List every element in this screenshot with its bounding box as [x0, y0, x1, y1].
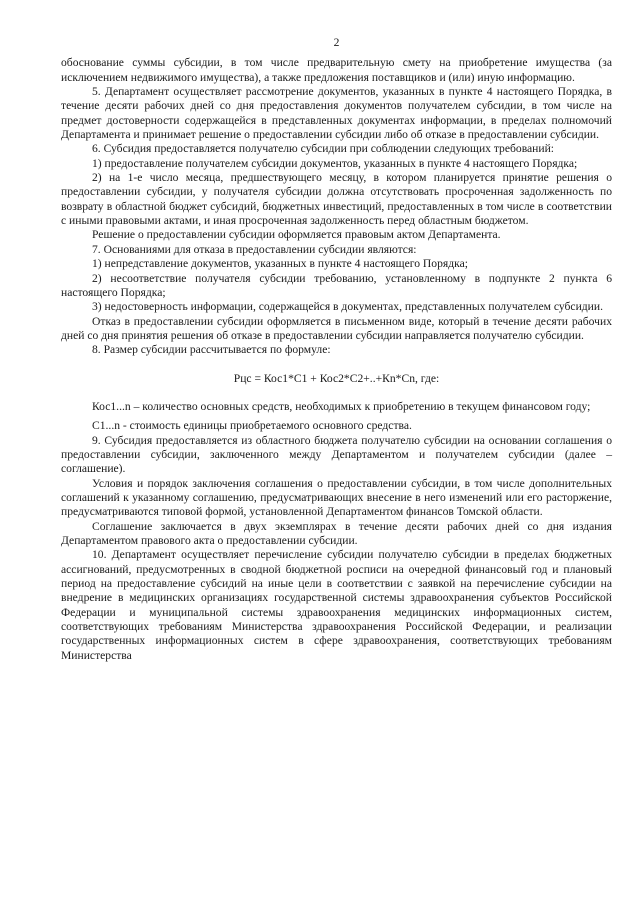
- paragraph-item-9: 9. Субсидия предоставляется из областного бюджета получателю субсидии на основании соглашения о предоставлении субсидии, заключенного между Департаментом и получателем субсидии (далее – соглашение).: [61, 433, 612, 476]
- paragraph-item-8: 8. Размер субсидии рассчитывается по формуле:: [92, 343, 331, 357]
- paragraph-agreement-copies: Соглашение заключается в двух экземплярах в течение десяти рабочих дней со дня издания Департаментом правового акта о предоставлении субсидии.: [61, 519, 612, 547]
- paragraph-item-7-1: 1) непредставление документов, указанных в пункте 4 настоящего Порядка;: [92, 257, 468, 271]
- paragraph-formula-c: С1...n - стоимость единицы приобретаемого основного средства.: [92, 419, 412, 433]
- paragraph-item-7: 7. Основаниями для отказа в предоставлении субсидии являются:: [92, 242, 417, 256]
- page-number: 2: [333, 36, 340, 49]
- paragraph-decision: Решение о предоставлении субсидии оформляется правовым актом Департамента.: [92, 228, 501, 242]
- paragraph-item-6: 6. Субсидия предоставляется получателю субсидии при соблюдении следующих требований:: [92, 142, 554, 156]
- paragraph-item-5: 5. Департамент осуществляет рассмотрение документов, указанных в пункте 4 настоящего Порядка, в течение десяти рабочих дней со дня предоставления документов получателем субсидии, в том числе на предмет достоверности содержащейся в представленных документах информации, в пределах полномочий Департамента и принимает решение о предоставлении субсидии либо об отказе в предоставлении субсидии.: [61, 85, 612, 142]
- paragraph-item-7-3: 3) недостоверность информации, содержащейся в документах, представленных получателем субсидии.: [92, 300, 603, 314]
- paragraph-item-7-2: 2) несоответствие получателя субсидии требованию, установленному в подпункте 2 пункта 6 настоящего Порядка;: [61, 271, 612, 299]
- subsidy-formula: Рцс = Кос1*С1 + Кос2*С2+..+Кn*Сn, где:: [233, 371, 440, 385]
- paragraph-item-6-1: 1) предоставление получателем субсидии документов, указанных в пункте 4 настоящего Порядка;: [92, 156, 578, 170]
- paragraph-continuation: обоснование суммы субсидии, в том числе предварительную смету на приобретение имущества (за исключением недвижимого имущества), а также предложения поставщиков и (или) иную информацию.: [61, 56, 612, 84]
- paragraph-item-10: 10. Департамент осуществляет перечисление субсидии получателю субсидии в пределах бюджетных ассигнований, предусмотренных в сводной бюджетной росписи на очередной финансовый год и плановый период на предоставление субсидий на иные цели в соответствии с заявкой на перечисление субсидии на внедрение в медицинских организациях государственной системы здравоохранения субъектов Российской Федерации и муниципальной системы здравоохранения медицинских информационных систем, соответствующих требованиям Министерства здравоохранения Российской Федерации, и реализации государственных информационных систем в сфере здравоохранения, соответствующих требованиям Министерства: [61, 548, 612, 662]
- paragraph-refusal: Отказ в предоставлении субсидии оформляется в письменном виде, который в течение десяти рабочих дней со дня принятия решения об отказе в предоставлении субсидии направляется получателю субсидии.: [61, 314, 612, 342]
- paragraph-item-6-2: 2) на 1-е число месяца, предшествующего месяцу, в котором планируется принятие решения о предоставлении субсидии, у получателя субсидии должна отсутствовать просроченная задолженность по возврату в областной бюджет субсидий, бюджетных инвестиций, предоставленных в том числе в соответствии с иными правовыми актами, и иная просроченная задолженность перед областным бюджетом.: [61, 171, 612, 228]
- paragraph-agreement-terms: Условия и порядок заключения соглашения о предоставлении субсидии, в том числе дополнительных соглашений к указанному соглашению, предусматривающих внесение в него изменений или его расторжение, предусматриваются типовой формой, установленной Департаментом финансов Томской области.: [61, 476, 612, 519]
- paragraph-formula-kos: Кос1...n – количество основных средств, необходимых к приобретению в текущем финансовом году;: [92, 399, 591, 413]
